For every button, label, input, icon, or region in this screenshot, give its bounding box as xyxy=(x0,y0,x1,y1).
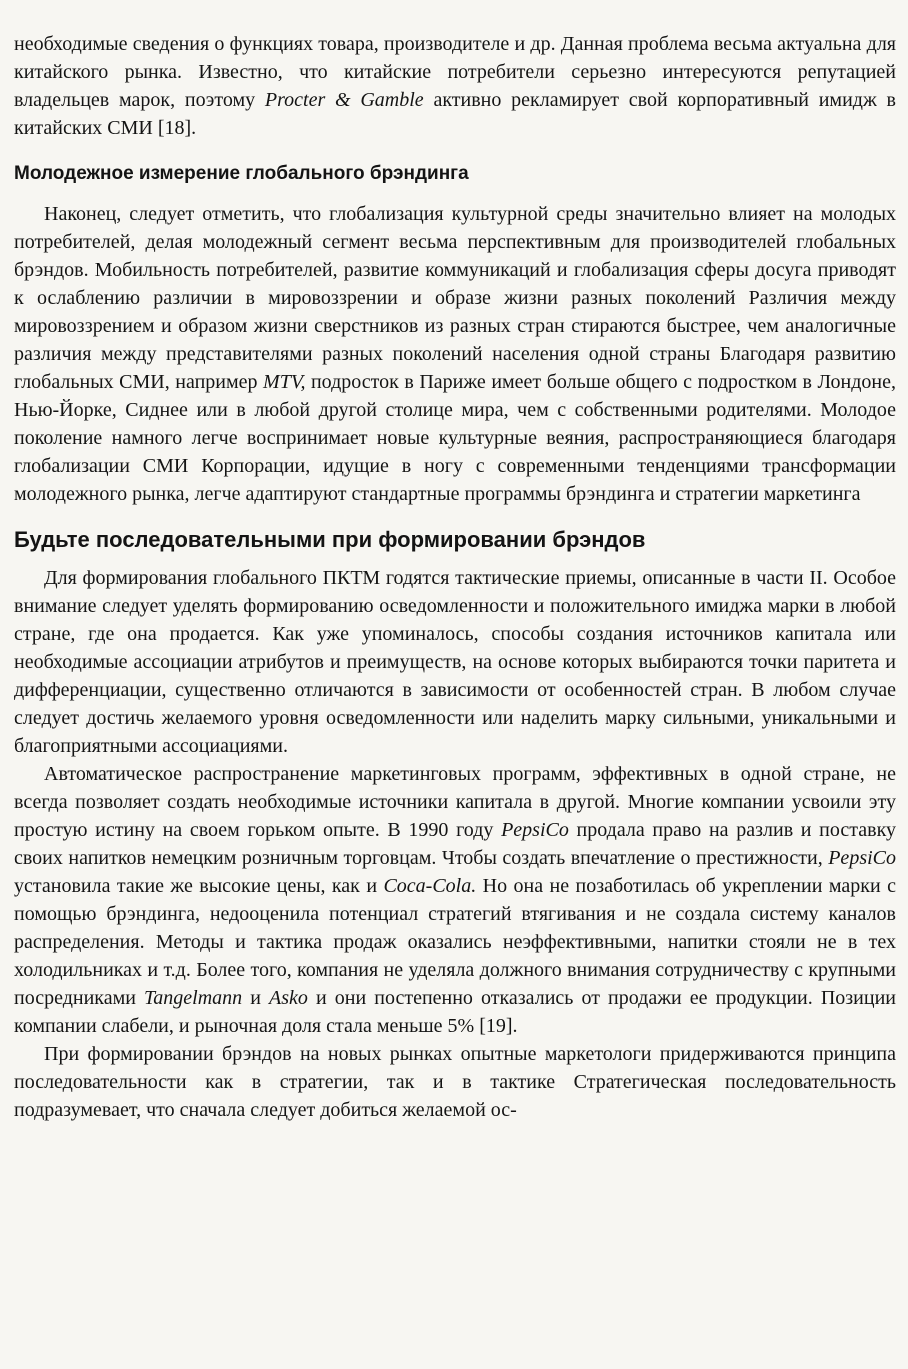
text-run: подросток в Париже имеет больше общего с подростком в Лондоне, Нью-Йорке, Сиднее или в любой другой столице мира, чем с собственными родителями. Молодое поколение намного легче воспринимает новые культурные веяния, распространяющиеся благодаря глобализации СМИ Корпорации, идущие в ногу с современными тенденциями трансформации молодежного рынка, легче адаптируют стандартные программы брэндинга и стратегии маркетинга xyxy=(14,371,896,505)
text-run: и xyxy=(242,987,270,1009)
section-heading-youth: Молодежное измерение глобального брэндинга xyxy=(14,163,469,184)
text-run: Автоматическое распространение маркетинговых программ, эффективных в одной стране, не всегда позволяет создать необходимые источники капитала в другой. Многие компании усвоили эту простую истину на своем горьком опыте. В 1990 году xyxy=(14,763,896,841)
company-name: Procter & Gamble xyxy=(264,89,424,111)
paragraph-new-markets xyxy=(14,1040,896,1124)
text-run: и они постепенно отказались от продажи ее продукции. Позиции компании слабели, и рыночная доля стала меньше 5% [19]. xyxy=(14,987,896,1037)
paragraph-youth xyxy=(14,200,896,508)
company-name: Coca-Cola. xyxy=(383,875,477,897)
text-run: При формировании брэндов на новых рынках опытные маркетологи придерживаются принципа последовательности как в стратегии, так и в тактике Стратегическая последовательность подразумевает, что сначала следует добиться желаемой ос- xyxy=(14,1043,896,1121)
media-name: MTV, xyxy=(263,371,306,393)
text-run: Но она не позаботилась об укреплении марки с помощью брэндинга, недооценила потенциал стратегий втягивания и не создала систему каналов распределения. Методы и тактика продаж оказались неэффективными, напитки стояли не в тех холодильниках и т.д. Более того, компания не уделяла должного внимания сотрудничеству с крупными посредниками xyxy=(14,875,896,1009)
company-name: Tangelmann xyxy=(144,987,243,1009)
text-run: установила такие же высокие цены, как и xyxy=(14,875,384,897)
section-heading-consistency: Будьте последовательными при формировании брэндов xyxy=(14,527,646,552)
paragraph-pepsico xyxy=(14,760,896,1040)
paragraph-intro xyxy=(14,30,896,142)
text-run: активно рекламирует свой корпоративный имидж в китайских СМИ [18]. xyxy=(14,89,896,139)
paragraph-tactics xyxy=(14,564,896,760)
text-run: Наконец, следует отметить, что глобализация культурной среды значительно влияет на молодых потребителей, делая молодежный сегмент весьма перспективным для производителей глобальных брэндов. Мобильность потребителей, развитие коммуникаций и глобализация сферы досуга приводят к ослаблению различии в мировоззрении и образе жизни разных поколений Различия между мировоззрением и образом жизни сверстников из разных стран стираются быстрее, чем аналогичные различия между представителями разных поколений населения одной страны Благодаря развитию глобальных СМИ, например xyxy=(14,203,896,393)
company-name: PepsiCo xyxy=(501,819,569,841)
text-run: Для формирования глобального ПКТМ годятся тактические приемы, описанные в части II. Особое внимание следует уделять формированию осведомленности и положительного имиджа марки в любой стране, где она продается. Как уже упоминалось, способы создания источников капитала или необходимые ассоциации атрибутов и преимуществ, на основе которых выбираются точки паритета и дифференциации, существенно отличаются в зависимости от особенностей стран. В любом случае следует достичь желаемого уровня осведомленности или наделить марку сильными, уникальными и благоприятными ассоциациями. xyxy=(14,567,896,757)
company-name: PepsiCo xyxy=(828,847,896,869)
company-name: Asko xyxy=(269,987,308,1009)
text-run: продала право на разлив и поставку своих напитков немецким розничным торговцам. Чтобы создать впечатление о престижности, xyxy=(14,819,897,869)
text-run: необходимые сведения о функциях товара, производителе и др. Данная проблема весьма актуальна для китайского рынка. Известно, что китайские потребители серьезно интересуются репутацией владельцев марок, поэтому xyxy=(14,33,896,111)
